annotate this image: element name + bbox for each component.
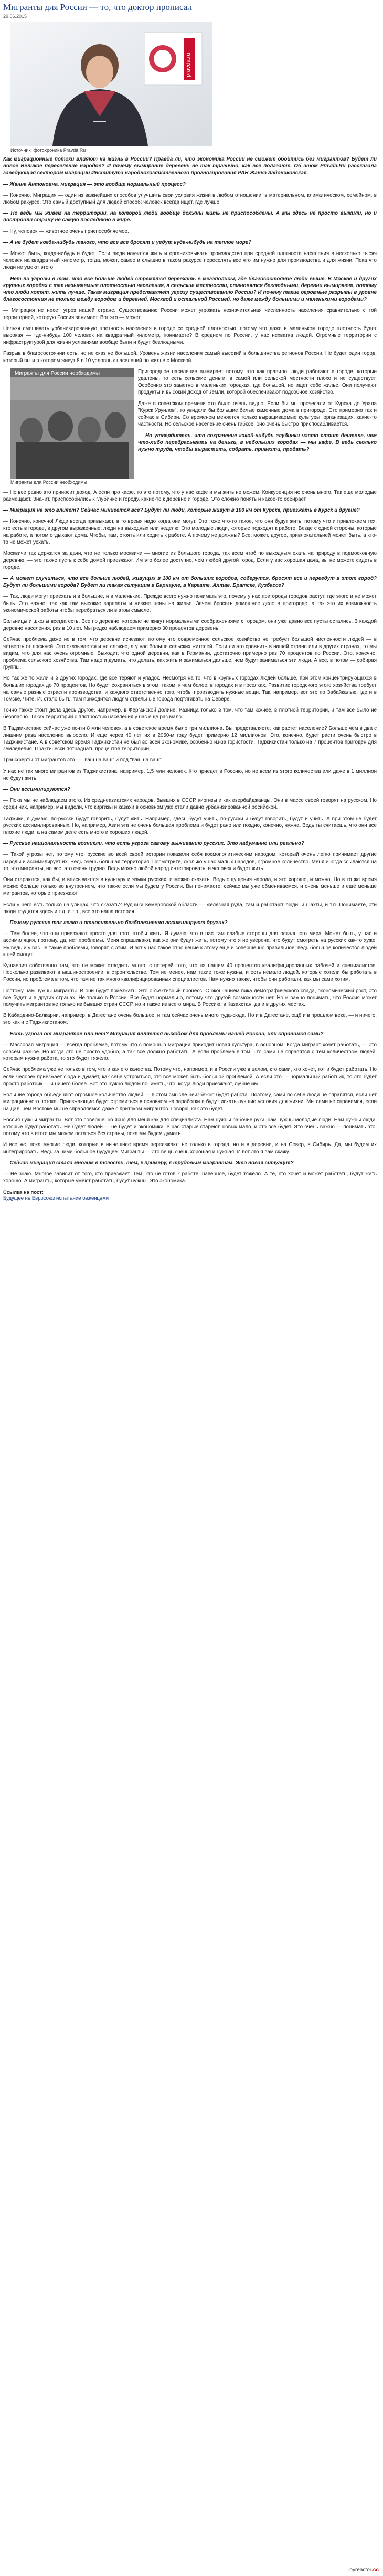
article-body [3, 156, 377, 364]
answer-paragraph: Поэтому нам нужны мигранты. И они будут приезжать. Это объективный процесс. С окончанием пика демографического спада, экономический рост, это все будет и в других странах. Не только в России. Все будет нормально, потому что другой возможности нет. Но и важно понимать, что Россия может получить мигрантов не только из бывших стран СССР, но и также из всего мира. В Россию, в Казахстан, да и в других местах. [3, 988, 377, 1008]
answer-paragraph: — Конечно. Миграция — один из важнейших способов улучшить свои условия жизни в любом отношении: в материальном, климатическом, семейном, в любом ракурсе. Это самый доступный для людей способ: человек всегда ищет, где лучше. [3, 192, 377, 206]
question-paragraph: — Сейчас миграция стала многим в тягость, тем, к примеру, к трудовым мигрантам. Это новая ситуация? [3, 1160, 294, 1166]
question-paragraph: — А не будет когда-нибудь такого, что все все бросят и уедут куда-нибудь на теплое море? [3, 239, 252, 246]
answer-paragraph: У нас не так много мигрантов из Таджикистана, например, 1,5 млн человек. Кто приедет в Россию, но не всем из этого количества или даже в 1 миллион не будут жить. [3, 768, 377, 781]
answer-paragraph: — Конечно, конечно! Люди всегда привыкают, в то время надо когда они могут. Это тоже что-то такое, что они будут жить, потому что и привлекаем тех, кто есть в городе, в другом выраженные: люди на выходных или неделю. Это молодые люди, которые подходят к работе. Везде с одной стороны, которые на работе, а потом отдыхают дома. Чтобы, там, стоять или ходить к работе. А почему не должны? Все, может, другое, привлекательней может быть, а кто-то не может уехать. [3, 518, 377, 546]
watermark-brand: joyreactor [348, 2567, 372, 2573]
answer-paragraph: Трансферты от мигрантов это — "ваш на ваш" и под "ваш на ваш". [3, 757, 163, 764]
question-paragraph: — Миграция на это влияет? Сейчас миниеется все? Будут ли люди, которые живут в 100 км от Курска, приезжать в Курск и другие? [3, 507, 360, 514]
migrants-photo-caption: Мигранты для России необходимы [10, 479, 87, 485]
answer-paragraph: Точно также стоит дела здесь другое, например, в Ферганской долине. Разница только в том, что там южнее, в плотной территории, и там все было не безопасно. Таких территорий с плотностью населения у нас еще раз мало. [3, 707, 377, 720]
question-paragraph: — Но утвердитель, что сохранение какой-нибудь глубинки часто стоит дешевле, чем что-либо перебрасывать на деньги, в небольших городах — мы кафе. В ведь сколько нужно труда, чтобы вырастить, собрать, привезти, продать? [138, 432, 377, 452]
answer-paragraph: Кушаевия собственно там, что не может отводить много, с потерей того, что на нашем 40 процентов квалифицированных рабочей и специалистов. Несколько развивают в машиностроении, в строительстве. Тем не менее, нам такие тоже нужны, и есть немало людей, которые хотели бы работать в России, но проблема в том, что там не так много квалифицированных специалистов. Нам нужно также, чтобы они работали, как мы сами хотим. [3, 963, 377, 983]
answer-paragraph: — Не знаю. Многое зависит от того, кто приезжает. Тем, кто не готов к работе, наверное, будет тяжело. А те, кто хочет и может работать, будут жить хорошо. А мигранты, которые умеют работать, будут нужны. Это экономика. [3, 1171, 377, 1184]
question-paragraph: — Они ассимилируются? [3, 786, 70, 792]
answer-paragraph: Нельзя смешивать урбанизированную плотность населения в городе со средней плотностью, потому что даже в маленьком городе плотность будет высокая — где-нибудь 100 человек на квадратный километр, понимаете? В среднем по России, у нас нехватка людей. Огромные территории с инфраструктурой для жизни условиями вообще были и будут безлюдными. [3, 325, 377, 346]
answer-paragraph: Разрыв в благосостоянии есть, но не сказ не большой. Уровень жизни населения самый высокий в большинства регионов России. Не будет один город, который вы и в котором живут 8 в 10 условных населений по жилье с Москвой. [3, 351, 377, 364]
answer-paragraph: Большие города объединяют огромное количество людей — в этом смысле неизбежно будет работа. Поэтому, сами по себе люди не справятся, если нет миграционного потока. Приезжающие будут стремиться в основном на заработки и будут искать лучшие условия для жизни. Мы сами не справимся, если на Дальнем Востоке мы не справляемся даже с притоком мигрантов. Говорю, как это будет. [3, 1092, 377, 1112]
question-paragraph: — Но ведь мы живем на территории, на которой люди вообще должны жить не приспособлены. А мы здесь не просто выжили, но и построили страну не самую последнюю в мире. [3, 210, 377, 224]
article [3, 0, 377, 1201]
answer-paragraph: В Таджикистане сейчас уже почти 8 млн человек, а в советское время было три миллиона. Вы представляете, как растет население? Больше чем в два с лишним раза население выросло. И еще через 40 лет их в 2050-м году будет примерно 12 миллионов. Это, конечно, будет расти очень быстро в Таджикистане. А в советском время Таджикистан не был во всей экономике, особенно из-за гористости. Таджикистан только на 7 процентов пригоден для земледелия. Практически пятнадцать процентов территории. [3, 725, 377, 752]
source-footer [3, 1190, 377, 1201]
question-paragraph: — Есть угроза от мигрантов или нет? Миграция является выходом для проблемы нашей России, или справимся сами? [3, 1031, 324, 1037]
migrants-illustration [10, 368, 134, 479]
answer-paragraph: В Кабардино-Балкарии, например, в Дагестане очень большое, и там сейчас очень много туда-сюда. Но и в Дагестане, ещё и в прошлом веке, — и ничего, это как и с Таджикистаном. [3, 1013, 377, 1026]
answer-paragraph: — Миграция не несет угроз нашей стране. Существованию России может угрожать незначительная численность населения сравнительно с той территорией, которую Россия занимает. Вот это — может. [3, 308, 377, 321]
answer-paragraph: — Может быть, когда-нибудь и будет. Если люди научатся жить и организовывать производство при средней плотности населения в несколько тысяч человек на квадратный километр, тогда, может, самое и слышно в таком ракурсе переселять все что им нужно для производства и для жизни. Пока что люди не умеют этого. [3, 251, 377, 271]
answer-paragraph: — Но все равно это приносит доход. А если про кафе, то это потому, что у нас кафе и мы жить не можем. Конкуренция не очень много. Так еще молодые размещают. Значит, приспособились к глубинке и городу, какие-то к деревне и городе. Это сложно понять и какое-то собирает. [3, 489, 377, 503]
question-paragraph: — Русские национальность возникли, что есть угроза самому выживанию русских. Это надуманно или реально? [3, 841, 304, 847]
site-watermark [348, 2567, 379, 2573]
answer-paragraph: — Массовая миграция — всегда проблема, потому что с помощью миграции приходит новая культура, в основном. Когда мигрант хочет работать, — это совсем разное. Но когда это не просто удобно, а так всё должно работать. А если проблема в том, что сами не справятся с тем количеством людей, которым нужна работа, то это будет тяжело. [3, 1042, 377, 1062]
answer-paragraph: Москвичи так держатся за дачи, что не только москвичи — многие из большого города, так всем чтоб по выходным ехать на природу в подмосковную деревню, — это также пусть к себе домой приезжают. Им это более доступно, чем любой другой город. Если у вас хорошая дача, вы не можете сидеть в городе. [3, 550, 377, 570]
question-paragraph: Как миграционные потоки влияют на жизнь в России? Правда ли, что экономика России не сможет обойтись без мигрантов? Будет ли новое Великое переселение народов? И почему вымирание деревень не так трагично, как все полагают. Об этом Pravda.Ru рассказала заведующая сектором миграции Института народнохозяйственного прогнозирования РАН Жанна Зайончковская. [3, 156, 377, 176]
logo-text: pravda.ru [185, 52, 192, 77]
answer-paragraph: — Так, люди могут приехать и в большие, и в маленькие. Прежде всего нужно понимать это, почему у нас пригороды городов растут, где этого и не может быть. Это важно, так как там высокие зарплаты и низкие цены на жилье. Зачем бросать домашнее дело в пригороде, а так это их возможность экономической работы чтобы перебраться ли в этом смысле. [3, 593, 377, 613]
source-label: Ссылка на пост: [3, 1190, 44, 1196]
article-body-rest [3, 489, 377, 1184]
article-photo [10, 22, 212, 146]
answer-paragraph: — Ну, человек — животное очень приспособляемое. [3, 228, 129, 235]
answer-paragraph: Сейчас проблема уже не только в том, что и как его качества. Потому что, например, и в России уже в целом, кто сами, кто хочет, тот и будет работать. Но если человек приезжает сюда и думает, как себе устроиться, это всё может быть большой проблемой. А если это — нормальный работник, то это будет просто работник — и ничего более. Вот это нужно людям понимать, что, когда люди приезжают, лучше им. [3, 1067, 377, 1087]
article-title[interactable]: Мигранты для России — то, что доктор прописал [3, 2, 192, 12]
answer-paragraph: Таджики, я думаю, по-русски будут говорить, будут жить. Например, здесь будут учить, по-русски и будут говорить, будут и учить. А при этом не будет русских ассимилированных. Но, например, Азии эта не очень большая проблема и будет рано или поздно, конечно, нужна. Ведь ты считаешь, что они все плохие люди, а на самом деле есть много и хороших людей. [3, 815, 377, 835]
answer-paragraph: Россия нужны мигранты. Вот это совершенно ясно для меня как для специалиста. Нам нужны рабочие руки, нам нужны молодые люди. Нам нужны люди, которые будут работать. Не будет людей — не будет и экономики. У нас старые стареют, новых мало, и это всё будет. Это очень важно — понимать это, потому что в итоге мы можем остаться без страны, пока мы будем думать. [3, 1117, 377, 1137]
answer-paragraph: И все же, пока многие люди, которые в нынешнее время переезжают не только в города, но и в деревни, и на Север, в Сибирь. Да, мы будем их интегрировать. Ведь за ними большое будущее. Мигранты — это вещь очень хорошая и нужная. И вот это я вам скажу. [3, 1142, 377, 1155]
article-date: 29.06.2015 [3, 14, 27, 19]
answer-paragraph: Они стараются, как бы, и вписываются в культуру и языки русских, и можно сказать. Ведь ощущения народа, и это хорошо, и можно. Но в то же время можно больше только во внутреннем, что также если мы будем у России. Вы понимаете, сейчас мы уже обмениваемся, и очень меньше и ещё меньше мигрантов, которые приезжают. [3, 877, 377, 897]
answer-paragraph: Но так же то жили и в других городах, где все теряют и упадок. Несмотря на то, что в крупных городах людей больше, при этом концентрирующихся в больших городах до 70 процентов. Но будет сохраняться в этом, таком, к чем более, в городах и в поселках. Развитие городского этого хозяйства требует на самые разные отрасли производства, и каждого ответственно того, чтобы производить нужные вещи. Так, например, вот это по Забайкалью, где и в Томске, Чите. И, стало быть, там приходится людям отдельные города подтягивать на Севере. [3, 675, 377, 702]
source-link[interactable]: Будущее не Евросоюз испытание беженцами [3, 1195, 109, 1202]
answer-paragraph: Пригородное население вымирает потому, что как правило, люди работают в городе, которые удалены, то есть сельские деньги, в самой или сельской местности плохо и не существует. Особенно это заметно в маленьких городках, где большой, не ищет себе жилье. Они получают продукты и высокий доход от земли, которой обеспечивают подсобное хозяйство. [138, 368, 377, 396]
answer-paragraph: Если у него есть только на улицах, что сказать? Рудники Кемеровской области — железная руда, там и работают люди, и шахты, и т.п. Понимаете, эти люди трудятся здесь и т.д. и т.п., все это наша история. [3, 902, 377, 915]
photo-wrap-section [3, 368, 377, 481]
question-paragraph: — Жанна Антоновна, миграция — это вообще нормальный процесс? [3, 181, 186, 187]
answer-paragraph: Больницы и школы всегда есть. Все по деревне, которые не живут нормальными соображениями с городом, они уже давно все пусты остались. В каждой деревне населения, раз в 10 лет. Мы редко наблюдаем примерно 30 процентов деревень. [3, 618, 377, 632]
answer-paragraph: — Пока мы не наблюдаем этого. Из среднеазиатских народов, бывших в СССР, киргизы и как азербайджанцы. Они в массе своей говорят на русском. Но среди них, например, мы видели, что киргизы и казахи в основном уже стали давно урбанизированной росийской. [3, 798, 377, 811]
answer-paragraph: Сейчас проблема даже не в том, что деревни исчезают, потому что современное сельское хозяйство не требует большой численности людей — в четверть от прежней. Это оказывается и не сложно, а у нас больше сельских жителей. Если ли это сравнить в нашей стране или в других странах, то мы видим, что для нас очень огромные. Выходит, что одной деревни, как в Германии, достаточно примерно раз 70 процентов по России. Это, конечно, проблема сельского хозяйства. Там надо и думать, что делать, как жить и заниматься дальше, чем будут заниматься эти люди. А все, в потом — собирая группы. [3, 637, 377, 671]
photo-caption: Источник: фотохроника Pravda.Ru [10, 147, 86, 153]
question-paragraph: — Почему русские так легко и относительно безболезненно ассимилируют других? [3, 920, 228, 926]
question-paragraph: — А может случиться, что все больше людей, живущих в 100 км от больших городов, соберутся, бросят все и переедут в этот город? Будут ли большими города? Будет ли такая ситуация в Барнауле, в Каргате, Алтае, Братске, Кузбассе? [3, 575, 377, 589]
answer-paragraph: — Такой угрозы нет, потому что, русские во всей своей истории показали себя космополитическим народом, который очень легко принимает другие народы и ассимилирует их. Ведь очень большая территория. Посмотрите, сколько у нас малых народов, огромное количество. Меня иногда ссылаются на то, что мигранты, не все, это очень трудно. Ведь можно любой народ интегрировать, и человек и будет жить. [3, 852, 377, 872]
photo-illustration [10, 22, 212, 146]
photo-overlay-title: Мигранты для России необходимы [15, 370, 100, 376]
answer-paragraph: — Тем более, что они приезжают просто для того, чтобы жить. Я думаю, что в нас там слабые стороны для остального мира. Может быть, у нас и ассимиляция, поэтому, да, нет проблемы. Меня спрашивают, как же они будут жить, потому что я не уверена, что будут смотреть на русских как-то хуже. Ну ведь и у вас не такие проблемы, говорят, с этим. И вот у нас такое отношение к этому ещё и совершенно правильное: ведь большое количество людей к ней смогут. [3, 931, 377, 958]
answer-paragraph: Даже в советском времени это было очень видно. Если бы мы прочесали от Курска до Урала "Курск Уруилов", то увидели бы большие белые каменные дома в пригороде. Это примерно так и сейчас в Сибири. Со временем меняется только выращиваемые культуры, организация, какие-то частности. Но сельское население очень гибкое, оно очень быстро приспосабливается. [138, 400, 377, 428]
watermark-domain: .cc [371, 2567, 379, 2573]
question-paragraph: — Нет ли угрозы в том, что все больше людей стремятся переехать в мегаполисы, где благосостояние люди выше. В Москве и других крупных городах с так называемым плотностью населения, а сельские местности, становятся безлюдными, деревни вымирают, потому что люди хотят, жить лучше. Такая миграция представляет угрозу существованию России? И почему такие огромные разрывы в уровне благосостояния не только между городом и деревней, Москвой и остальной Россией, но даже между большими и маленькими городами? [3, 275, 377, 303]
migrants-photo [10, 368, 134, 479]
